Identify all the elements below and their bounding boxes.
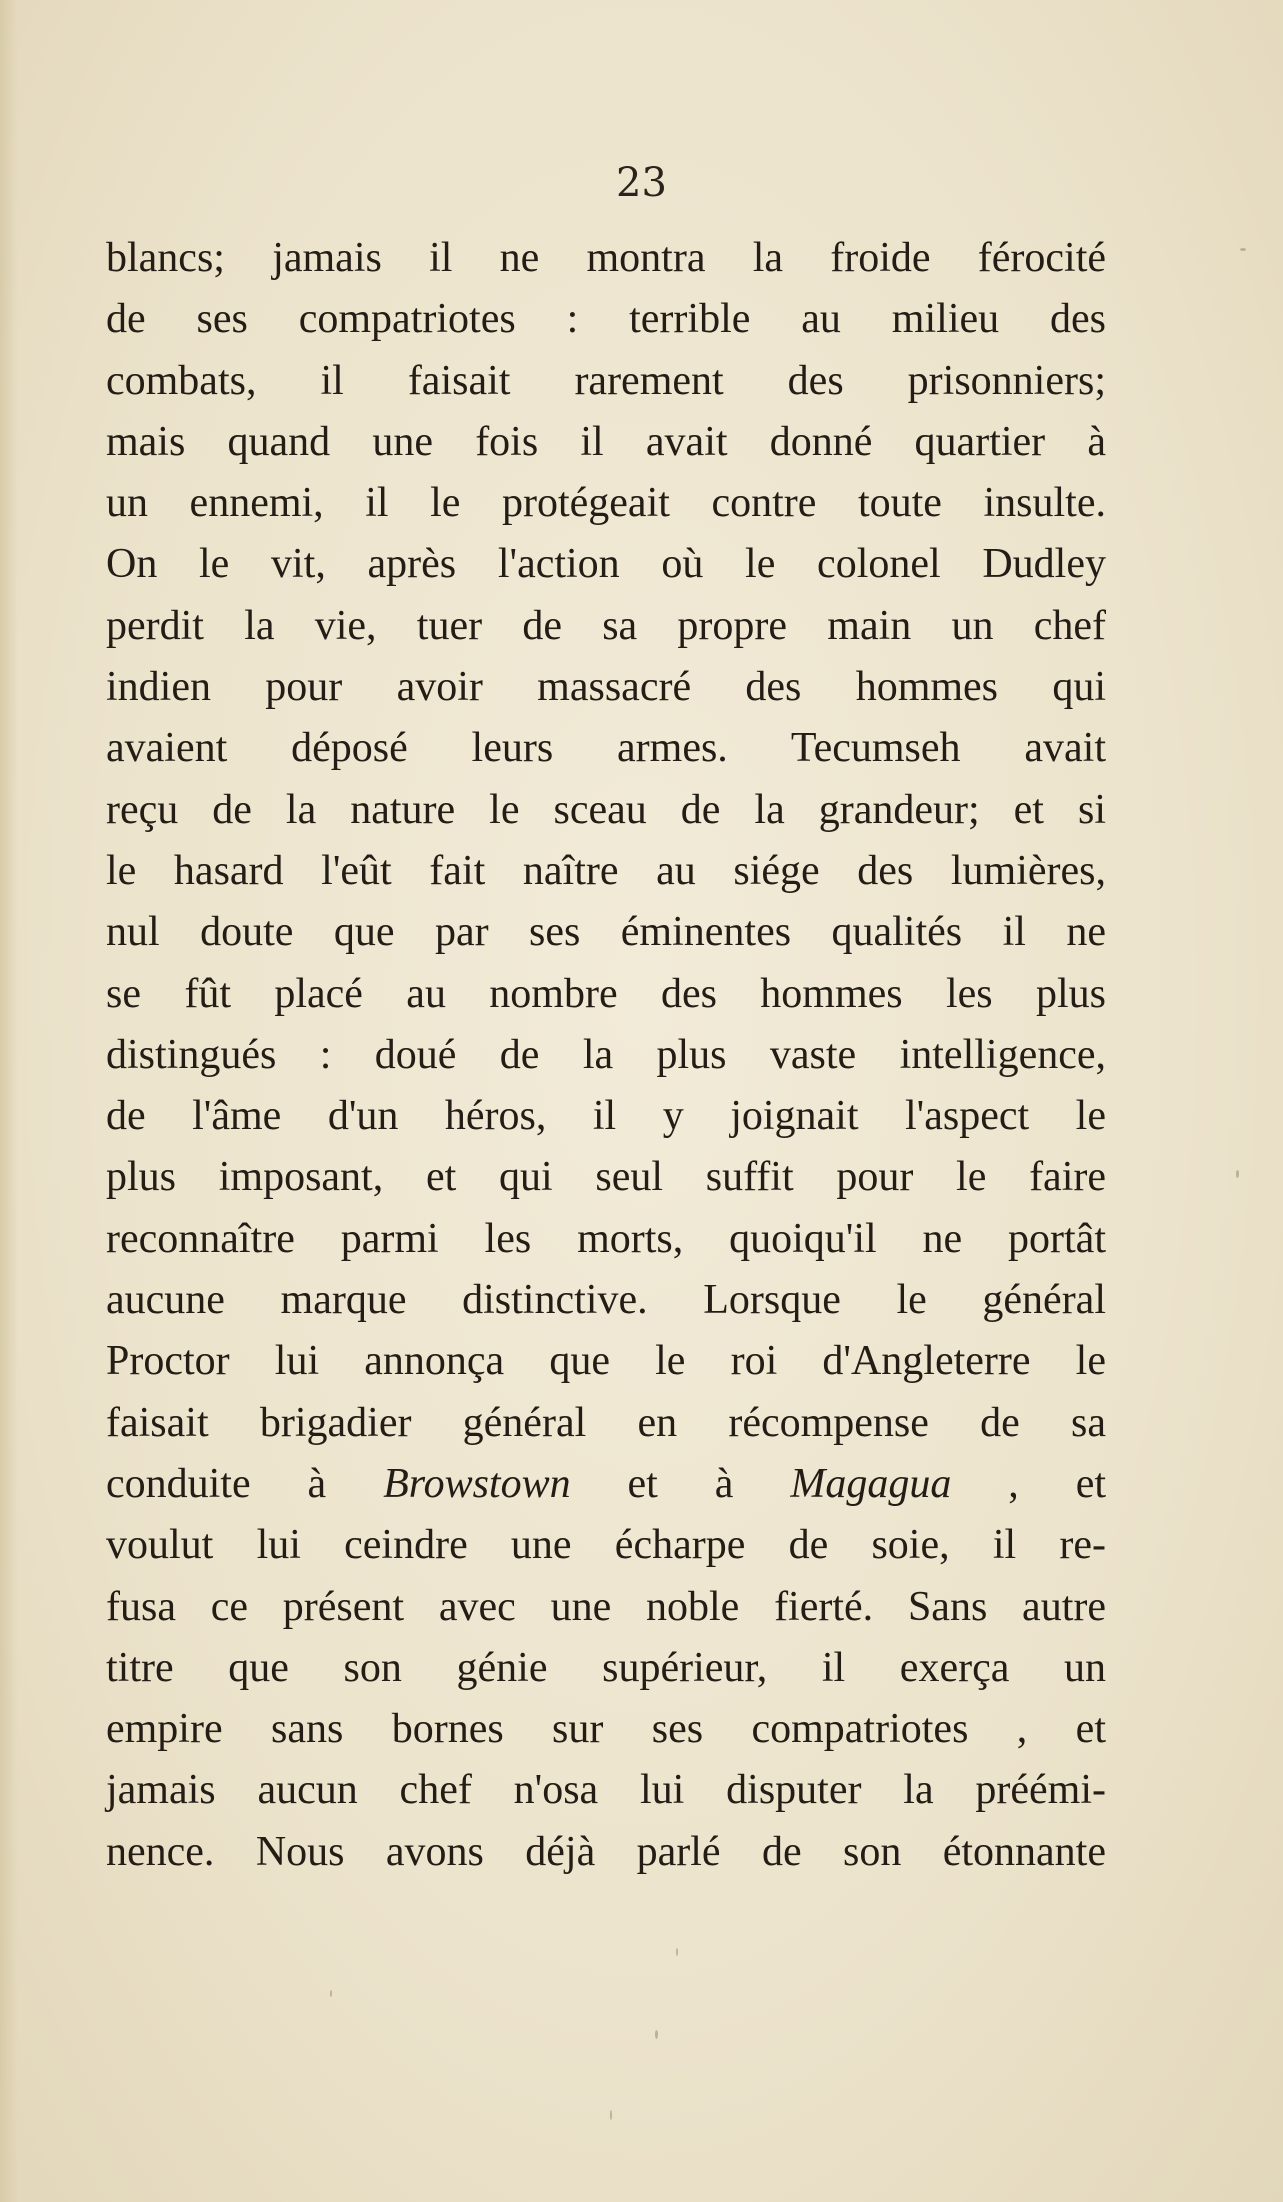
text-line: nence. Nous avons déjà parlé de son étonnante (106, 1828, 1106, 1875)
page-edge-shadow (0, 0, 18, 2202)
text-fragment: et à (570, 1460, 791, 1507)
text-line: faisait brigadier général en récompense de sa (106, 1399, 1106, 1446)
paper-speck (1240, 248, 1246, 251)
text-fragment: , et (951, 1460, 1107, 1507)
text-line: se fût placé au nombre des hommes les plus (106, 970, 1106, 1017)
text-line: reçu de la nature le sceau de la grandeur; et si (106, 786, 1106, 833)
paper-speck (676, 1948, 678, 1956)
text-line: empire sans bornes sur ses compatriotes , et (106, 1706, 1106, 1753)
paper-speck (610, 2110, 612, 2120)
text-line: le hasard l'eût fait naître au siége des lumières, (106, 847, 1106, 894)
place-name-browstown: Browstown (383, 1460, 571, 1507)
text-line: un ennemi, il le protégeait contre toute insulte. (106, 480, 1106, 527)
text-line: voulut lui ceindre une écharpe de soie, il re- (106, 1522, 1106, 1569)
text-line: distingués : doué de la plus vaste intelligence, (106, 1031, 1106, 1078)
text-line: de l'âme d'un héros, il y joignait l'aspect le (106, 1093, 1106, 1140)
paper-speck (1236, 1170, 1239, 1178)
text-line: reconnaître parmi les morts, quoiqu'il ne portât (106, 1215, 1106, 1262)
place-name-magagua: Magagua (790, 1460, 952, 1507)
text-fragment: conduite à (106, 1460, 384, 1507)
text-line: plus imposant, et qui seul suffit pour le faire (106, 1154, 1106, 1201)
text-line: de ses compatriotes : terrible au milieu des (106, 296, 1106, 343)
text-line: Proctor lui annonça que le roi d'Angleterre le (106, 1338, 1106, 1385)
paper-speck (330, 1990, 332, 1997)
text-line: titre que son génie supérieur, il exerça un (106, 1644, 1106, 1691)
text-line-with-places (106, 1454, 1106, 1515)
page-number: 23 (616, 160, 667, 206)
text-line: aucune marque distinctive. Lorsque le général (106, 1277, 1106, 1324)
body-text (106, 228, 1106, 1883)
text-line: indien pour avoir massacré des hommes qui (106, 664, 1106, 711)
text-line: avaient déposé leurs armes. Tecumseh avait (106, 725, 1106, 772)
text-line: combats, il faisait rarement des prisonniers; (106, 357, 1106, 404)
text-line: On le vit, après l'action où le colonel Dudley (106, 541, 1106, 588)
text-line: nul doute que par ses éminentes qualités il ne (106, 909, 1106, 956)
text-line: jamais aucun chef n'osa lui disputer la préémi- (106, 1767, 1106, 1814)
text-line: perdit la vie, tuer de sa propre main un chef (106, 602, 1106, 649)
text-line: blancs; jamais il ne montra la froide férocité (106, 235, 1106, 281)
text-line: fusa ce présent avec une noble fierté. Sans autre (106, 1583, 1106, 1630)
text-line: mais quand une fois il avait donné quartier à (106, 418, 1106, 465)
paper-speck (655, 2030, 658, 2039)
